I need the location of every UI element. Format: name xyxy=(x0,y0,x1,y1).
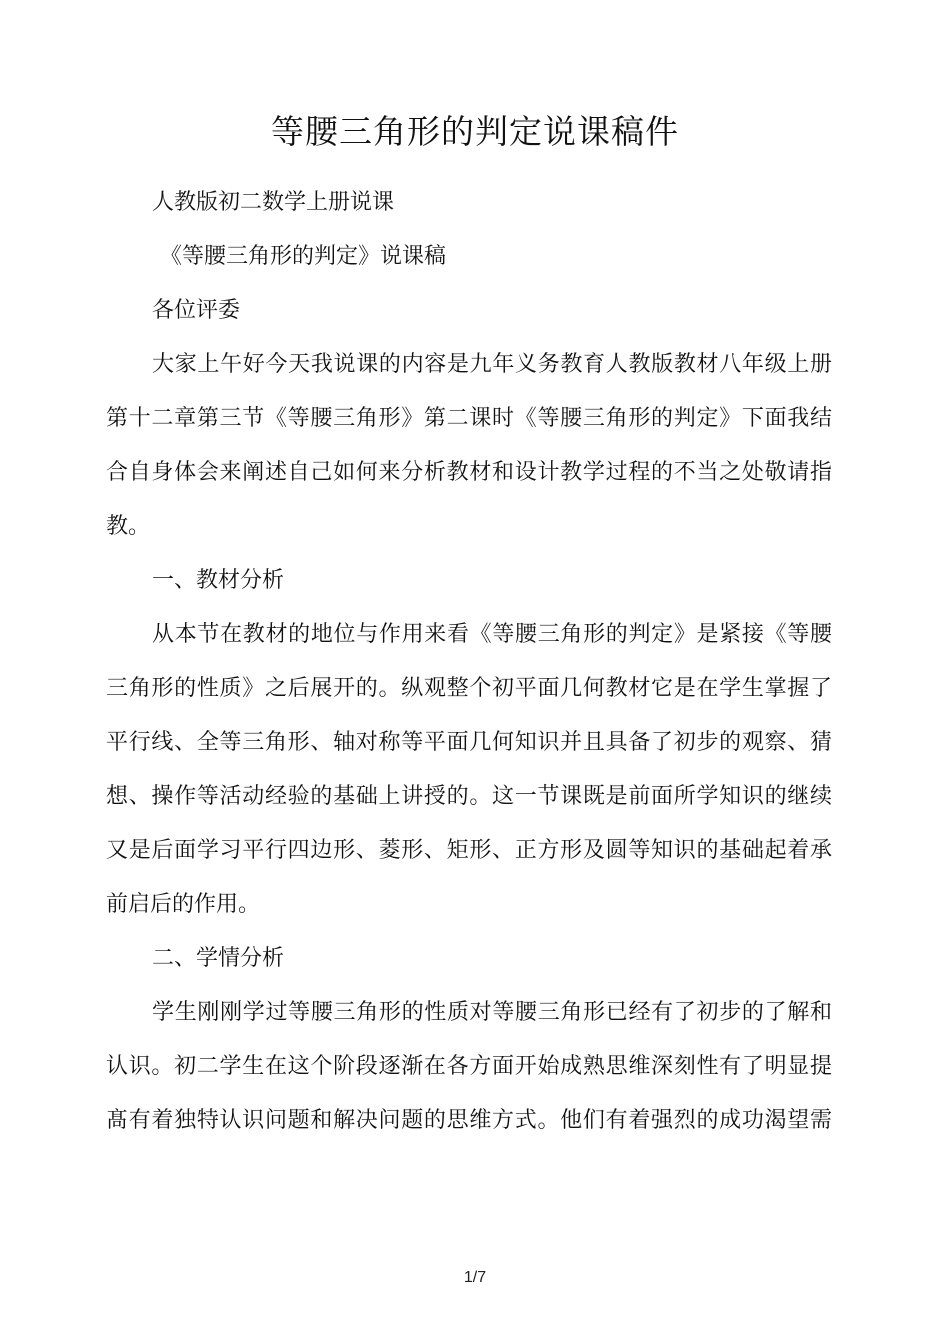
intro-line-2: 第十二章第三节《等腰三角形》第二课时《等腰三角形的判定》下面我结 xyxy=(106,406,832,431)
section1-line-4: 想、操作等活动经验的基础上讲授的。这一节课既是前面所学知识的继续 xyxy=(106,784,832,809)
section1-line-5: 又是后面学习平行四边形、菱形、矩形、正方形及圆等知识的基础起着承 xyxy=(106,838,832,863)
section2-line-3: 髙有着独特认识问题和解决问题的思维方式。他们有着强烈的成功渴望需 xyxy=(106,1108,832,1133)
lecture-title: 《等腰三角形的判定》说课稿 xyxy=(160,244,447,269)
section-heading-student-analysis: 二、学情分析 xyxy=(152,946,285,971)
document-title: 等腰三角形的判定说课稿件 xyxy=(271,112,679,151)
intro-line-4: 教。 xyxy=(106,514,151,539)
section1-line-6: 前启后的作用。 xyxy=(106,892,261,917)
section1-line-3: 平行线、全等三角形、轴对称等平面几何知识并且具备了初步的观察、猜 xyxy=(106,730,832,755)
subtitle: 人教版初二数学上册说课 xyxy=(152,190,395,215)
section1-line-1: 从本节在教材的地位与作用来看《等腰三角形的判定》是紧接《等腰 xyxy=(152,622,832,647)
section1-line-2: 三角形的性质》之后展开的。纵观整个初平面几何教材它是在学生掌握了 xyxy=(106,676,832,701)
intro-line-3: 合自身体会来阐述自己如何来分析教材和设计教学过程的不当之处敬请指 xyxy=(106,460,832,485)
section2-line-2: 认识。初二学生在这个阶段逐渐在各方面开始成熟思维深刻性有了明显提 xyxy=(106,1054,832,1079)
section2-line-1: 学生刚刚学过等腰三角形的性质对等腰三角形已经有了初步的了解和 xyxy=(152,1000,832,1025)
page-number: 1/7 xyxy=(463,1269,487,1286)
section-heading-textbook-analysis: 一、教材分析 xyxy=(152,568,285,593)
intro-line-1: 大家上午好今天我说课的内容是九年义务教育人教版教材八年级上册 xyxy=(152,352,832,377)
greeting: 各位评委 xyxy=(152,298,241,323)
